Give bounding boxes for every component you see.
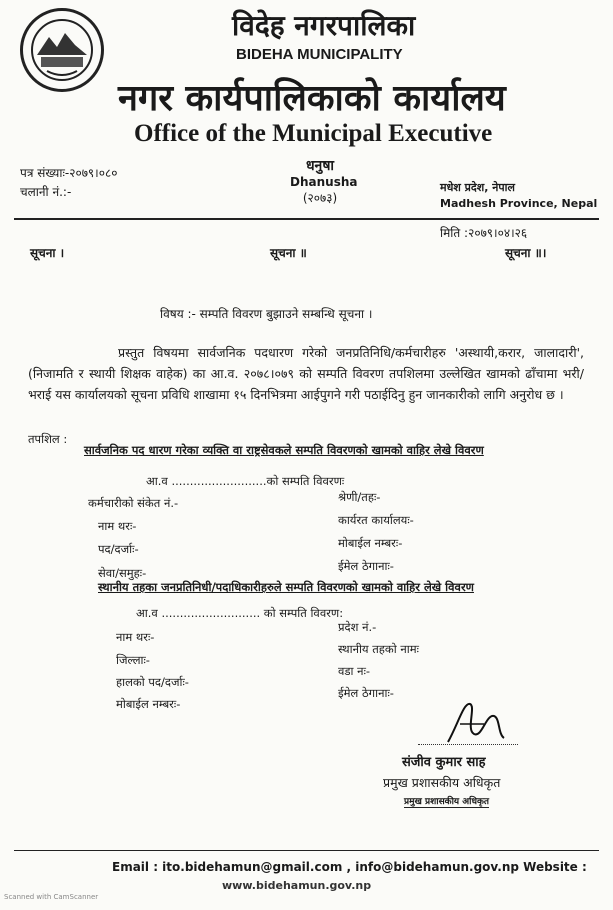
section2-right-field: स्थानीय तहको नामः <box>338 642 419 656</box>
section1-right-field: मोबाईल नम्बरः- <box>338 536 403 550</box>
section2-fiscal-year: आ.व ........................... को सम्पति विवरण: <box>136 606 344 620</box>
signatory-title: प्रमुख प्रशासकीय अधिकृत <box>383 775 501 790</box>
section1-heading: सार्वजनिक पद धारण गरेका व्यक्ति वा राष्ट्रसेवकले सम्पति विवरणको खामको वाहिर लेखे विवरण <box>84 443 484 457</box>
section2-left-field: हालको पद/दर्जाः- <box>116 675 189 689</box>
section1-left-field: कर्मचारीको संकेत नं.- <box>88 496 179 510</box>
notice-label-1: सूचना । <box>30 246 65 260</box>
section1-right-field: श्रेणी/तहः- <box>338 490 381 504</box>
emblem-icon <box>27 15 97 85</box>
reference-block <box>20 164 117 202</box>
header-divider <box>14 218 599 220</box>
section2-right-field: प्रदेश नं.- <box>338 620 377 634</box>
province-block <box>440 180 597 212</box>
province-devanagari: मधेश प्रदेश, नेपाल <box>440 181 515 194</box>
scanner-watermark: Scanned with CamScanner <box>4 893 99 901</box>
section2-heading: स्थानीय तहका जनप्रतिनिधी/पदाधिकारीहरुले सम्पति विवरणको खामको वाहिर लेखे विवरण <box>98 580 474 594</box>
section1-left-field: पद/दर्जाः- <box>98 542 139 556</box>
municipality-name-devanagari: विदेह नगरपालिका <box>232 9 416 42</box>
section2-left-field: मोबाईल नम्बरः- <box>116 697 181 711</box>
section1-right-field: ईमेल ठेगानाः- <box>338 559 394 573</box>
official-stamp: प्रमुख प्रशासकीय अधिकृत <box>404 794 489 808</box>
district-devanagari: धनुषा <box>305 158 335 174</box>
municipality-name-english: BIDEHA MUNICIPALITY <box>236 46 403 63</box>
body-paragraph: प्रस्तुत विषयमा सार्वजनिक पदधारण गरेको जनप्रतिनिधि/कर्मचारीहरु 'अस्थायी,करार, जालादारी', (निजामति र स्थायी शिक्षक वाहेक) का आ.व. २०७८।०७९ को सम्पति विवरण तपशिलमा उल्लेखित खामको ढाँचामा भरी/भराई यस कार्यालयको सूचना प्रविधि शाखामा १५ दिनभित्रमा आईपुगने गरी पठाईदिनु हुन जानकारीको लागि अनुरोध छ । <box>28 345 584 402</box>
notice-label-3: सूचना ॥। <box>505 246 547 260</box>
signature-line <box>418 744 518 745</box>
section1-left-field: सेवा/समुहः- <box>98 566 147 580</box>
footer-website: www.bidehamun.gov.np <box>222 879 372 892</box>
tapasil-label: तपशिल : <box>28 432 68 446</box>
section2-right-field: ईमेल ठेगानाः- <box>338 686 394 700</box>
municipality-emblem <box>20 8 104 92</box>
section2-right-field: वडा नः- <box>338 664 371 678</box>
section2-left-field: जिल्लाः- <box>116 653 150 667</box>
province-english: Madhesh Province, Nepal <box>440 197 598 210</box>
subject-line: विषय :- सम्पति विवरण बुझाउने सम्बन्धि सूचना । <box>160 307 373 321</box>
district-block <box>290 158 358 206</box>
letter-date: मिति :२०७९।०४।२६ <box>440 226 528 240</box>
office-name-devanagari: नगर कार्यपालिकाको कार्यालय <box>118 78 506 119</box>
reference-number: पत्र संख्याः-२०७९।०८० <box>20 166 118 180</box>
section1-right-field: कार्यरत कार्यालयः- <box>338 513 414 527</box>
section2-left-field: नाम थरः- <box>116 630 155 644</box>
section1-fiscal-year: आ.व ..........................को सम्पति विवरणः <box>146 474 345 488</box>
office-name-english: Office of the Municipal Executive <box>134 120 493 147</box>
handwritten-signature <box>440 694 510 750</box>
establishment-year: (२०७३) <box>302 191 338 205</box>
footer-divider <box>14 850 599 851</box>
section1-left-field: नाम थरः- <box>98 519 137 533</box>
signatory-name: संजीव कुमार साह <box>402 755 486 770</box>
district-english: Dhanusha <box>290 175 358 189</box>
dispatch-number: चलानी नं.:- <box>20 185 72 199</box>
notice-label-2: सूचना ॥ <box>270 246 307 260</box>
footer-contact: Email : ito.bidehamun@gmail.com , info@bidehamun.gov.np Website : <box>112 860 587 874</box>
